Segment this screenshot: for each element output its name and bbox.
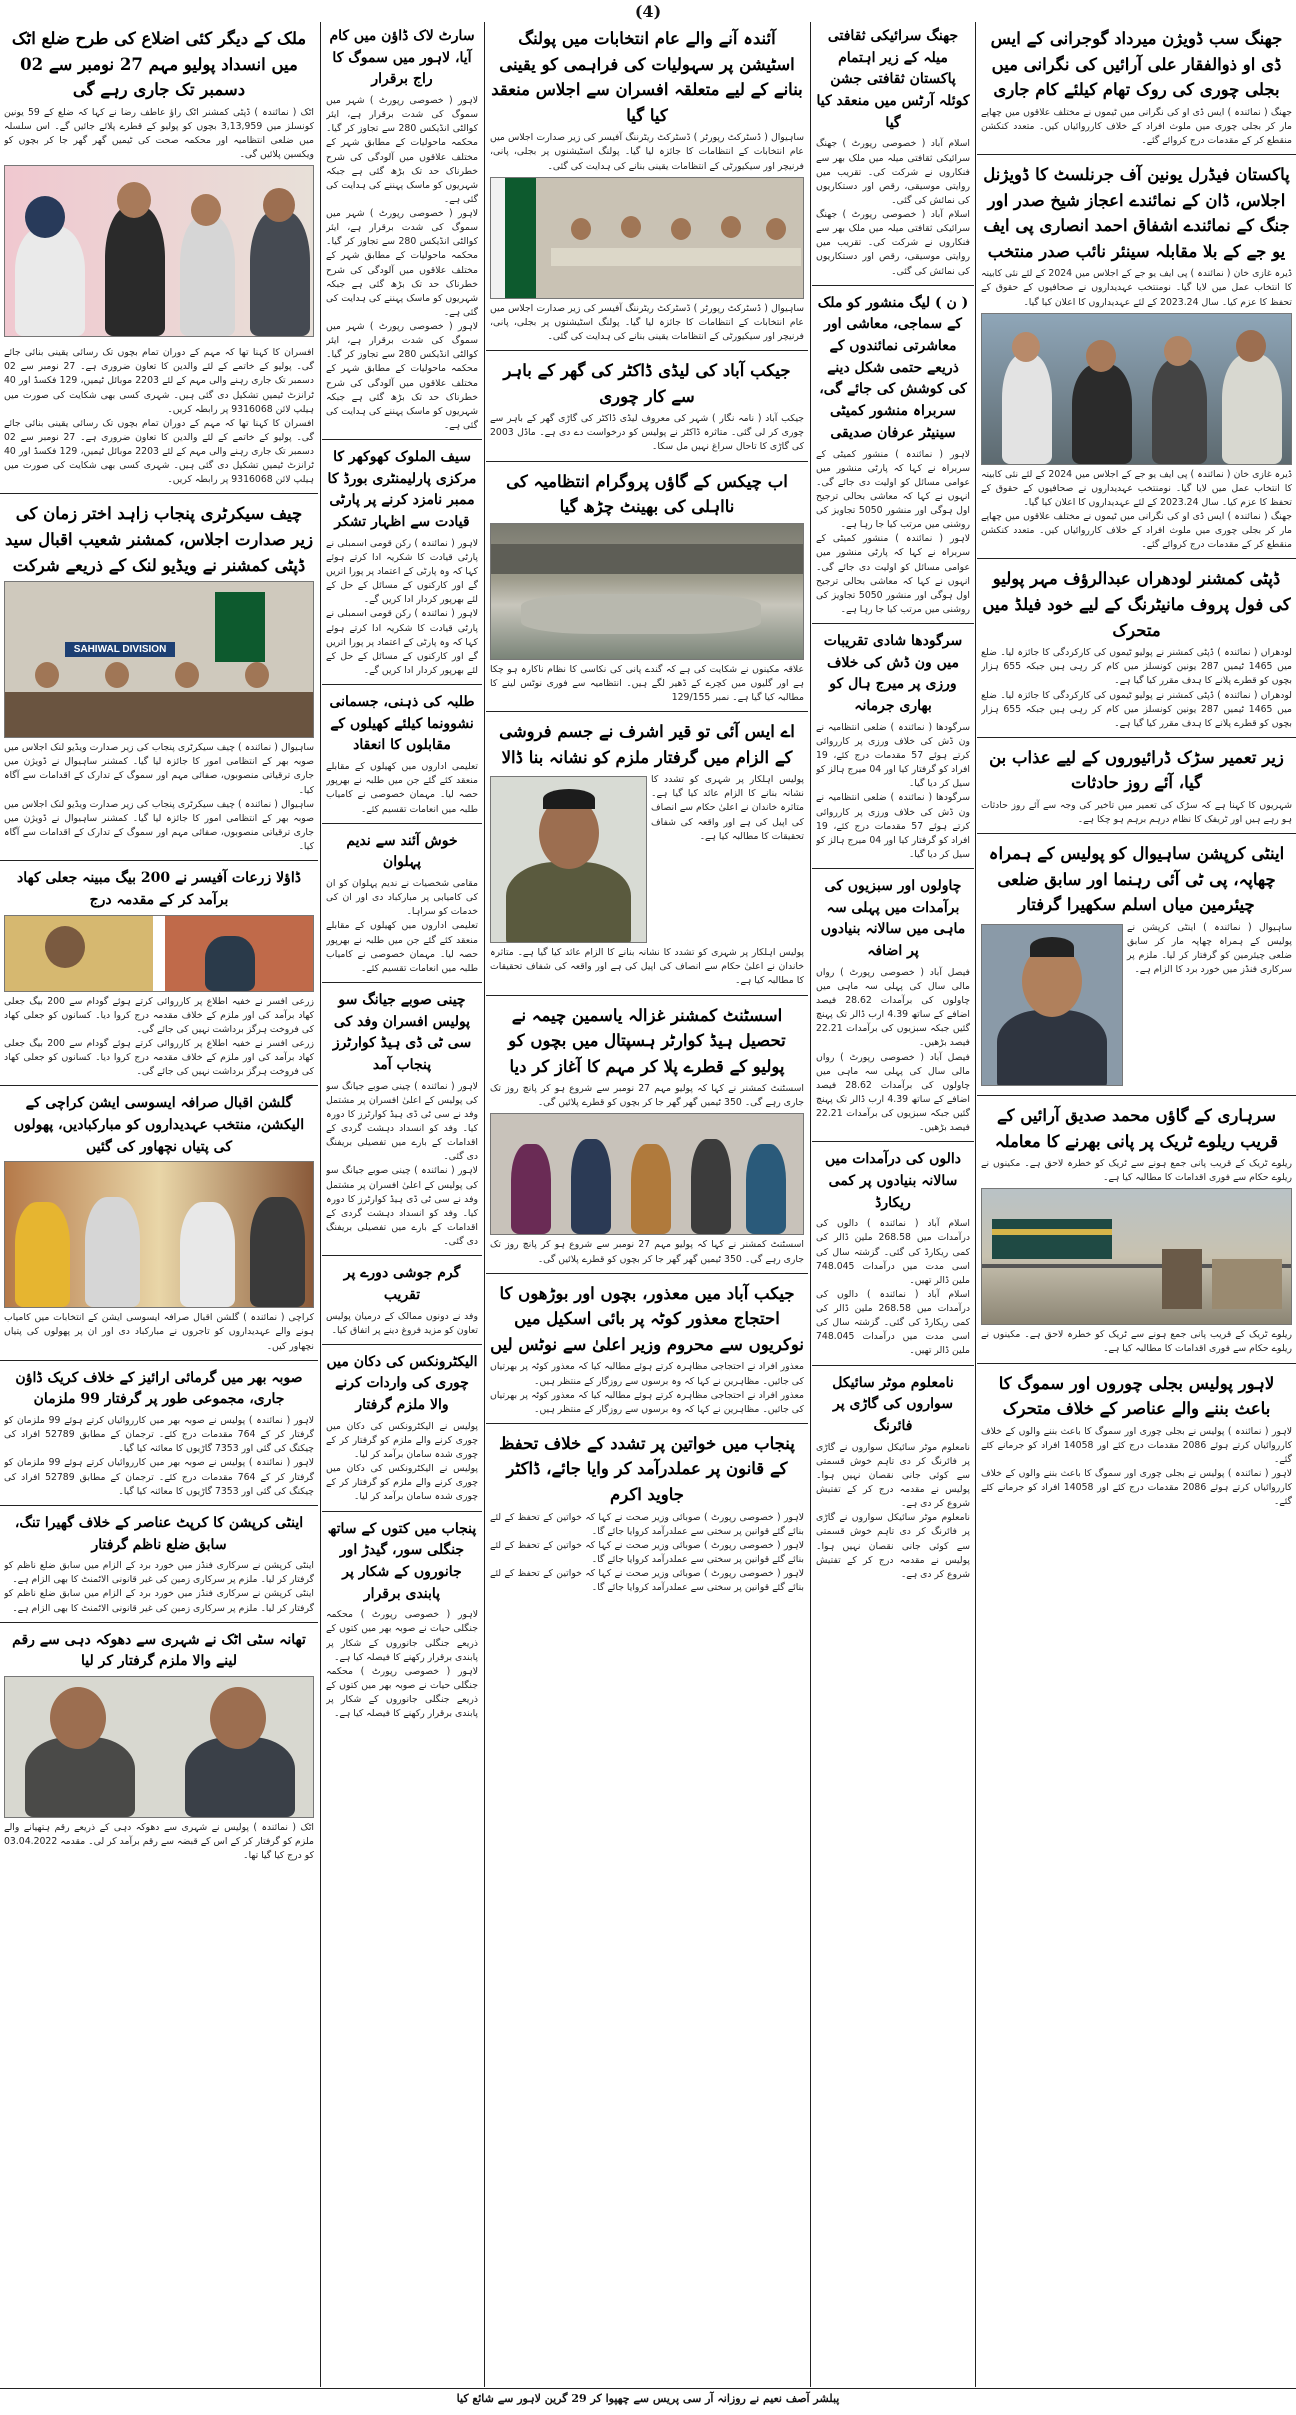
story-body: نامعلوم موٹر سائیکل سواروں نے گاڑی پر فائرنگ کر دی تاہم خوش قسمتی سے کوئی جانی نقصان نہیں ہوا۔ پولیس نے مقدمہ درج کر کے تفتیش شروع کر دی ہے۔ (816, 1441, 970, 1510)
story-body: پولیس اہلکار پر شہری کو تشدد کا نشانہ بنانے کا الزام عائد کیا گیا ہے۔ متاثرہ خاندان نے اعلیٰ حکام سے انصاف کی اپیل کی ہے اور واقعہ کی شفاف تحقیقات کا مطالبہ کیا ہے۔ (651, 774, 804, 842)
story-body: لاہور ( نمائندہ ) منشور کمیٹی کے سربراہ نے کہا کہ پارٹی منشور میں عوامی مسائل کو اولیت دی جائے گی۔ انہوں نے کہا کہ معاشی بحالی ترجیح اول ہوگی اور منشور 5050 تجاویز کی روشنی میں مرتب کیا جا رہا ہے۔ (816, 448, 970, 531)
page-number: (4) (634, 2, 662, 21)
headline: زیر تعمیر سڑک ڈرائیوروں کے لیے عذاب بن گیا، آئے روز حادثات (989, 747, 1284, 793)
story-body: اسسٹنٹ کمشنر نے کہا کہ پولیو مہم 27 نومبر سے شروع ہو کر پانچ روز تک جاری رہے گی۔ 350 ٹیمیں گھر گھر جا کر بچوں کو قطرے پلائیں گی۔ (490, 1083, 804, 1109)
column-divider (810, 22, 811, 2387)
story-body: لاہور ( نمائندہ ) پولیس نے بجلی چوری اور سموگ کا باعث بننے والوں کے خلاف کارروائیاں کرتے ہوئے 2086 مقدمات درج کئے اور 14058 افراد کو جرمانے کئے گئے۔ (981, 1425, 1292, 1465)
headline: چیف سیکرٹری پنجاب زاہد اختر زمان کی زیر صدارت اجلاس، کمشنر شعیب اقبال سید ڈپٹی کمشنر نے ویڈیو لنک کے ذریعے شرکت (4, 504, 314, 575)
story-body-continued: لاہور ( نمائندہ ) چینی صوبے جیانگ سو کی پولیس کے اعلیٰ افسران پر مشتمل وفد نے سی ٹی ڈی ہیڈ کوارٹرز کا دورہ کیا۔ وفد کو انسداد دہشت گردی کے اقدامات کے بارے میں تفصیلی بریفنگ دی گئی۔ (326, 1165, 478, 1247)
headline: ( ن ) لیگ منشور کو ملک کے سماجی، معاشی اور معاشرتی نمائندوں کے ذریعے حتمی شکل دینے کی کوشش کی جائے گی، سربراہ منشور کمیٹی سینیٹر عرفان صدیقی (817, 294, 969, 441)
story-electronics-theft (326, 1348, 478, 1505)
story-body-continued: ساہیوال ( ڈسٹرکٹ رپورٹر ) ڈسٹرکٹ ریٹرننگ آفیسر کی زیر صدارت اجلاس میں عام انتخابات کے انتظامات کا جائزہ لیا گیا۔ پولنگ اسٹیشنوں پر بجلی، پانی، فرنیچر اور سیکیورٹی کے انتظامات یقینی بنانے کی ہدایت کی گئی۔ (490, 302, 804, 342)
headline: سارٹ لاک ڈاؤن میں کام آیا، لاہور میں سموگ کا راج برقرار (329, 28, 475, 88)
story-delegation-visit (326, 1259, 478, 1338)
headline: لاہور پولیس بجلی چوروں اور سموگ کا باعث بننے والے عناصر کے خلاف متحرک (998, 1373, 1275, 1419)
headline: پاکستان فیڈرل یونین آف جرنلسٹ کا ڈویژنل اجلاس، ڈان کے نمائندے اعجاز شیخ صدر اور جنگ کے نمائندے اشفاق احمد انصاری پی ایف یو جے کے بلا مقابلہ سینئر نائب صدر منتخب (983, 165, 1290, 261)
headline: جیکب آباد میں معذور، بچوں اور بوڑھوں کا احتجاج معذور کوٹہ پر بائی اسکیل میں نوکریوں سے محروم وزیر اعلیٰ سے نوٹس لیں (490, 1283, 804, 1354)
story-body: فیصل آباد ( خصوصی رپورٹ ) رواں مالی سال کی پہلی سہ ماہی میں چاولوں کی برآمدات 28.62 فیصد اضافے کے ساتھ 4.39 ارب ڈالر تک پہنچ گئیں جبکہ سبزیوں کی برآمدات 22.21 فیصد بڑھیں۔ (816, 966, 970, 1049)
story-pfuj-election (981, 158, 1292, 552)
story-body: تعلیمی اداروں میں کھیلوں کے مقابلے منعقد کئے گئے جن میں طلبہ نے بھرپور حصہ لیا۔ مہمان خصوصی نے کامیاب طلبہ میں انعامات تقسیم کئے۔ (326, 761, 478, 815)
story-firing (816, 1369, 970, 1582)
headline: خوش آئند سے ندیم پہلوان (346, 832, 458, 871)
newspaper-page (0, 22, 1296, 2387)
story-attock-fraud (4, 1626, 314, 1864)
story-body: لاہور ( نمائندہ ) پولیس نے صوبہ بھر میں کارروائیاں کرتے ہوئے 99 ملزمان کو گرفتار کر کے 764 مقدمات درج کئے۔ ترجمان کے مطابق 52789 افراد کی چیکنگ کی گئی اور 7353 گاڑیوں کا معائنہ کیا گیا۔ (4, 1415, 314, 1455)
story-body-continued: اسسٹنٹ کمشنر نے کہا کہ پولیو مہم 27 نومبر سے شروع ہو کر پانچ روز تک جاری رہے گی۔ 350 ٹیمیں گھر گھر جا کر بچوں کو قطرے پلائیں گی۔ (490, 1239, 804, 1265)
publisher-footer: پبلشر آصف نعیم نے روزانہ آر سی پریس سے چھپوا کر 29 گرین لاہور سے شائع کیا (456, 2392, 840, 2405)
story-body-continued: اینٹی کرپشن نے سرکاری فنڈز میں خورد برد کے الزام میں سابق ضلع ناظم کو گرفتار کر لیا۔ ملزم پر سرکاری زمین کی غیر قانونی الاٹمنٹ کا بھی الزام ہے۔ (4, 1588, 314, 1614)
story-body-continued: تعلیمی اداروں میں کھیلوں کے مقابلے منعقد کئے گئے جن میں طلبہ نے بھرپور حصہ لیا۔ مہمان خصوصی نے کامیاب طلبہ میں انعامات تقسیم کئے۔ (326, 920, 478, 974)
headline: سیف الملوک کھوکھر کا مرکزی پارلیمنٹری بورڈ کا ممبر نامزد کرنے پر پارٹی قیادت سے اظہار تشکر (327, 449, 477, 531)
story-saif-khokhar (326, 443, 478, 678)
headline: اب چیکس کے گاؤں پروگرام انتظامیہ کی نااہلی کی بھینٹ چڑھ گیا (506, 471, 788, 517)
story-women-protection (490, 1427, 804, 1595)
story-body: شہریوں کا کہنا ہے کہ سڑک کی تعمیر میں تاخیر کی وجہ سے آئے روز حادثات ہو رہے ہیں اور ٹریفک کا نظام درہم برہم ہو چکا ہے۔ (981, 800, 1292, 826)
story-body-continued: لاہور ( نمائندہ ) پولیس نے صوبہ بھر میں کارروائیاں کرتے ہوئے 99 ملزمان کو گرفتار کر کے 764 مقدمات درج کئے۔ ترجمان کے مطابق 52789 افراد کی چیکنگ کی گئی اور 7353 گاڑیوں کا معائنہ کیا گیا۔ (4, 1457, 314, 1497)
conference-photo (4, 581, 314, 738)
meeting-photo (490, 177, 804, 299)
headline: چاولوں اور سبزیوں کی برآمدات میں پہلی سہ ماہی میں سالانہ بنیادوں پر اضافہ (820, 878, 966, 960)
story-disabled-protest (490, 1277, 804, 1417)
group-photo (981, 313, 1292, 465)
headline: صوبہ بھر میں گرمائی ارائیز کے خلاف کریک ڈاؤن جاری، مجموعی طور پر گرفتار 99 ملزمان (15, 1369, 303, 1408)
story-body-continued: ساہیوال ( نمائندہ ) چیف سیکرٹری پنجاب کی زیر صدارت ویڈیو لنک اجلاس میں صوبہ بھر کے انتظامی امور کا جائزہ لیا گیا۔ کمشنر ساہیوال نے ڈویژن میں جاری ترقیاتی منصوبوں، صفائی مہم اور سموگ کے تدارک کے اقدامات سے آگاہ کیا۔ (4, 798, 314, 852)
story-asi-allegation (490, 715, 804, 989)
column-divider (320, 22, 321, 2387)
drainage-photo (490, 523, 804, 660)
story-body: اسلام آباد ( خصوصی رپورٹ ) جھنگ سرائیکی ثقافتی میلہ میں ملک بھر سے فنکاروں نے شرکت کی۔ تقریب میں روایتی موسیقی، رقص اور دستکاریوں کی نمائش کی گئی۔ (816, 138, 970, 206)
celebration-photo (4, 1161, 314, 1308)
headline: اسسٹنٹ کمشنر غزالہ یاسمین چیمہ نے تحصیل ہیڈ کوارٹر ہسپتال میں بچوں کو پولیو کے قطرے پلا کر مہم کا آغاز کر دیا (508, 1005, 786, 1076)
headline: دالوں کی درآمدات میں سالانہ بنیادوں پر کمی ریکارڈ (824, 1151, 962, 1211)
story-body: اسلام آباد ( نمائندہ ) دالوں کی درآمدات میں 268.58 ملین ڈالر کی کمی ریکارڈ کی گئی۔ گزشتہ سال کی اسی مدت میں درآمدات 748.045 ملین ڈالر تھیں۔ (816, 1218, 970, 1286)
story-body: لاہور ( خصوصی رپورٹ ) صوبائی وزیر صحت نے کہا کہ خواتین کے تحفظ کے لئے بنائے گئے قوانین پر سختی سے عملدرآمد کروایا جائے گا۔ (490, 1511, 804, 1537)
story-rice-exports (816, 872, 970, 1135)
story-body-continued: لودھراں ( نمائندہ ) ڈپٹی کمشنر نے پولیو ٹیموں کی کارکردگی کا جائزہ لیا۔ ضلع میں 1465 ٹیمیں 287 یونین کونسلز میں کام کر رہی ہیں جبکہ 655 ہزار بچوں کو قطرے پلانے کا ہدف مقرر کیا گیا ہے۔ (981, 689, 1292, 729)
headline: اینٹی کرپشن ساہیوال کو پولیس کے ہمراہ چھاپہ، پی ٹی آئی رہنما اور سابق ضلعی چیئرمین میاں اسلم سکھیرا گرفتار (988, 844, 1285, 915)
headline: ملک کے دیگر کئی اضلاع کی طرح ضلع اٹک میں انسداد پولیو مہم 27 نومبر سے 02 دسمبر تک جاری رہے گی (11, 29, 307, 100)
story-body-continued: سرگودھا ( نمائندہ ) ضلعی انتظامیہ نے ون ڈش کی خلاف ورزی پر کارروائی کرتے ہوئے 57 مقدمات درج کئے، 19 افراد کو گرفتار کیا اور 04 میرج ہالز کو سیل کر دیا گیا۔ (816, 792, 970, 860)
story-body: اٹک ( نمائندہ ) ڈپٹی کمشنر اٹک راؤ عاطف رضا نے کہا کہ ضلع کے 59 یونین کونسلز میں 3,13,959 بچوں کو پولیو کے قطرے پلائے جائیں گے۔ اس سلسلہ میں ضلعی انتظامیہ اور محکمہ صحت کی ٹیمیں گھر گھر جا کر بچوں کو ویکسین پلائیں گی۔ (4, 106, 314, 161)
story-body: کراچی ( نمائندہ ) گلشن اقبال صرافہ ایسوسی ایشن کے انتخابات میں کامیاب ہونے والے عہدیداروں کو تاجروں نے مبارکباد دی اور ان پر پھولوں کی پتیاں نچھاور کیں۔ (4, 1312, 314, 1352)
story-body-continued: اسلام آباد ( خصوصی رپورٹ ) جھنگ سرائیکی ثقافتی میلہ میں ملک بھر سے فنکاروں نے شرکت کی۔ تقریب میں روایتی موسیقی، رقص اور دستکاریوں کی نمائش کی گئی۔ (816, 209, 970, 277)
story-chinese-delegation (326, 986, 478, 1249)
story-body-continued: لاہور ( خصوصی رپورٹ ) محکمہ جنگلی حیات نے صوبہ بھر میں کتوں کے ذریعے جنگلی جانوروں کے شکار پر پابندی برقرار رکھنے کا فیصلہ کیا ہے۔ (326, 1665, 478, 1720)
headline: چینی صوبے جیانگ سو پولیس افسران وفد کی سی ٹی ڈی ہیڈ کوارٹرز پنجاب آمد (332, 991, 472, 1073)
officer-photo (490, 776, 647, 943)
story-body: زرعی افسر نے خفیہ اطلاع پر کارروائی کرتے ہوئے گودام سے 200 بیگ جعلی کھاد برآمد کی اور ملزم کے خلاف مقدمہ درج کروا دیا۔ کسانوں کو جعلی کھاد کی فروخت ہرگز برداشت نہیں کی جائے گی۔ (4, 995, 314, 1035)
story-body-continued: لاہور ( نمائندہ ) رکن قومی اسمبلی نے پارٹی قیادت کا شکریہ ادا کرتے ہوئے کہا کہ وہ پارٹی کے اعتماد پر پورا اتریں گے اور کارکنوں کے مسائل کے حل کے لئے بھرپور کردار ادا کریں گے۔ (326, 608, 478, 676)
story-body: ساہیوال ( نمائندہ ) چیف سیکرٹری پنجاب کی زیر صدارت ویڈیو لنک اجلاس میں صوبہ بھر کے انتظامی امور کا جائزہ لیا گیا۔ کمشنر ساہیوال نے ڈویژن میں جاری ترقیاتی منصوبوں، صفائی مہم اور سموگ کے تدارک کے اقدامات سے آگاہ کیا۔ (4, 742, 314, 796)
story-body: ساہیوال ( ڈسٹرکٹ رپورٹر ) ڈسٹرکٹ ریٹرننگ آفیسر کی زیر صدارت اجلاس میں عام انتخابات کے انتظامات کا جائزہ لیا گیا۔ پولنگ اسٹیشنوں پر بجلی، پانی، فرنیچر اور سیکیورٹی کے انتظامات یقینی بنانے کی ہدایت کی گئی۔ (490, 132, 804, 172)
headline: اے ایس آئی تو قیر اشرف نے جسم فروشی کے الزام میں گرفتار ملزم کو نشانہ بنا ڈالا (499, 722, 795, 767)
headline: ڈپٹی کمشنر لودھراں عبدالرؤف مہر پولیو کی فول پروف مانیٹرنگ کے لیے خود فیلڈ میں متحرک (982, 569, 1291, 640)
story-attock-polio (4, 22, 314, 340)
headline: الیکٹرونکس کی دکان میں چوری کی واردات کرنے والا ملزم گرفتار (326, 1353, 478, 1414)
column-divider (484, 22, 485, 2387)
column-3 (486, 22, 808, 2387)
headline: اینٹی کرپشن کا کرپٹ عناصر کے خلاف گھیرا تنگ، سابق ضلع ناظم گرفتار (14, 1514, 304, 1553)
column-4 (812, 22, 974, 2387)
headline: جیکب آباد کی لیڈی ڈاکٹر کی گھر کے باہر سے کار چوری (503, 361, 791, 406)
story-lahore-police-smog (981, 1367, 1292, 1510)
headline: سرہاری کے گاؤں محمد صدیق آرائیں کے قریب ریلوے ٹریک پر پانی بھرنے کا معاملہ (994, 1105, 1279, 1151)
headline: جھنگ سب ڈویژن میرداد گوجرانی کے ایس ڈی او ذوالفقار علی آرائیں کی نگرانی میں بجلی چوری کی روک تھام کیلئے کام جاری (990, 29, 1283, 100)
story-body: سرگودھا ( نمائندہ ) ضلعی انتظامیہ نے ون ڈش کی خلاف ورزی پر کارروائی کرتے ہوئے 57 مقدمات درج کئے، 19 افراد کو گرفتار کیا اور 04 میرج ہالز کو سیل کر دیا گیا۔ (816, 721, 970, 790)
story-body-continued: لاہور ( خصوصی رپورٹ ) صوبائی وزیر صحت نے کہا کہ خواتین کے تحفظ کے لئے بنائے گئے قوانین پر سختی سے عملدرآمد کروایا جائے گا۔ (490, 1539, 804, 1565)
story-body-continued: لاہور ( خصوصی رپورٹ ) شہر میں سموگ کی شدت برقرار ہے، ایئر کوالٹی انڈیکس 280 سے تجاوز کر گیا۔ محکمہ ماحولیات کے مطابق شہر کے مختلف علاقوں میں آلودگی کی شرح خطرناک حد تک بڑھ گئی ہے جبکہ شہریوں کو ماسک پہننے کی ہدایت کی گئی ہے۔ (326, 321, 478, 431)
story-body-continued: نامعلوم موٹر سائیکل سواروں نے گاڑی پر فائرنگ کر دی تاہم خوش قسمتی سے کوئی جانی نقصان نہیں ہوا۔ پولیس نے مقدمہ درج کر کے تفتیش شروع کر دی ہے۔ (816, 1512, 970, 1580)
story-car-theft (490, 354, 804, 455)
fertilizer-photo (4, 915, 314, 992)
story-fake-fertilizer (4, 864, 314, 1079)
story-lodhran-polio (981, 562, 1292, 730)
headline: پنجاب میں کتوں کے ساتھ جنگلی سور، گیدڑ اور جانوروں کے شکار پر پابندی برقرار (327, 1520, 477, 1602)
story-electricity-theft (981, 22, 1292, 148)
column-2 (322, 22, 482, 2387)
story-body: جھنگ ( نمائندہ ) ایس ڈی او کی نگرانی میں ٹیموں نے مختلف علاقوں میں چھاپے مار کر بجلی چوری میں ملوث افراد کے خلاف کارروائیاں کیں۔ متعدد کنکشن منقطع کر کے مقدمات درج کروائے گئے۔ (981, 106, 1292, 146)
story-body-continued: زرعی افسر نے خفیہ اطلاع پر کارروائی کرتے ہوئے گودام سے 200 بیگ جعلی کھاد برآمد کی اور ملزم کے خلاف مقدمہ درج کروا دیا۔ کسانوں کو جعلی کھاد کی فروخت ہرگز برداشت نہیں کی جائے گی۔ (4, 1037, 314, 1078)
story-body: لاہور ( خصوصی رپورٹ ) شہر میں سموگ کی شدت برقرار ہے، ایئر کوالٹی انڈیکس 280 سے تجاوز کر گیا۔ محکمہ ماحولیات کے مطابق شہر کے مختلف علاقوں میں آلودگی کی شرح خطرناک حد تک بڑھ گئی ہے جبکہ شہریوں کو ماسک پہننے کی ہدایت کی گئی ہے۔ (326, 95, 478, 205)
story-attock-polio-continued (4, 346, 314, 487)
column-divider (975, 22, 976, 2387)
column-5 (977, 22, 1296, 2387)
headline: تھانہ سٹی اٹک نے شہری سے دھوکہ دہی سے رقم لینے والا ملزم گرفتار کر لیا (12, 1631, 306, 1670)
headline: گلشن اقبال صرافہ ایسوسی ایشن کراچی کے الیکشن، منتخب عہدیداروں کو مبارکبادیں، پھولوں کی پتیاں نچھاور کی گئیں (13, 1095, 305, 1155)
story-pmln-manifesto (816, 289, 970, 617)
story-body-continued: لاہور ( نمائندہ ) منشور کمیٹی کے سربراہ نے کہا کہ پارٹی منشور میں عوامی مسائل کو اولیت دی جائے گی۔ انہوں نے کہا کہ معاشی بحالی ترجیح اول ہوگی اور منشور 5050 تجاویز کی روشنی میں مرتب کیا جا رہا ہے۔ (816, 533, 970, 615)
story-body-continued: لاہور ( خصوصی رپورٹ ) صوبائی وزیر صحت نے کہا کہ خواتین کے تحفظ کے لئے بنائے گئے قوانین پر سختی سے عملدرآمد کروایا جائے گا۔ (490, 1568, 804, 1594)
story-anticorruption-sahiwal (981, 837, 1292, 1089)
story-body-continued: ریلوے ٹریک کے قریب پانی جمع ہونے سے ٹریک کو خطرہ لاحق ہے۔ مکینوں نے ریلوے حکام سے فوری اقدامات کا مطالبہ کیا ہے۔ (981, 1329, 1292, 1355)
story-body-continued: جھنگ ( نمائندہ ) ایس ڈی او کی نگرانی میں ٹیموں نے مختلف علاقوں میں چھاپے مار کر بجلی چوری میں ملوث افراد کے خلاف کارروائیاں کیں۔ متعدد کنکشن منقطع کر کے مقدمات درج کروائے گئے۔ (981, 511, 1292, 551)
story-body: وفد نے دونوں ممالک کے درمیان پولیس تعاون کو مزید فروغ دینے پر اتفاق کیا۔ (326, 1310, 478, 1336)
headline: آئندہ آنے والے عام انتخابات میں پولنگ اسٹیشن پر سہولیات کی فراہمی کو یقینی بنانے کے لیے متعلقہ افسران سے اجلاس منعقد کیا گیا (491, 29, 803, 125)
story-body: مقامی شخصیات نے ندیم پہلوان کو ان کی کامیابی پر مبارکباد دی اور ان کی خدمات کو سراہا۔ (326, 878, 478, 918)
polio-drops-photo (4, 165, 314, 337)
polio-photo (490, 1113, 804, 1235)
story-body: لاہور ( نمائندہ ) رکن قومی اسمبلی نے پارٹی قیادت کا شکریہ ادا کرتے ہوئے کہا کہ وہ پارٹی کے اعتماد پر پورا اتریں گے اور کارکنوں کے مسائل کے حل کے لئے بھرپور کردار ادا کریں گے۔ (326, 537, 478, 606)
story-karachi-jewellers (4, 1089, 314, 1353)
headline: سرگودھا شادی تقریبات میں ون ڈش کی خلاف ورزی پر میرج ہال کو بھاری جرمانہ (823, 633, 963, 715)
story-body: جیکب آباد ( نامہ نگار ) شہر کی معروف لیڈی ڈاکٹر کی گاڑی گھر کے باہر سے چوری کر لی گئی۔ متاثرہ ڈاکٹر نے پولیس کو درخواست دے دی ہے۔ ماڈل 2003 کی گاڑی کا تاحال سراغ نہیں مل سکا۔ (490, 413, 804, 453)
story-body: افسران کا کہنا تھا کہ مہم کے دوران تمام بچوں تک رسائی یقینی بنائی جائے گی۔ پولیو کے خاتمے کے لئے والدین کا تعاون ضروری ہے۔ 27 نومبر سے 02 دسمبر تک جاری رہنے والی مہم کے لئے 2203 موبائل ٹیمیں، 129 فکسڈ اور 40 ٹرانزٹ ٹیمیں تشکیل دی گئی ہیں۔ شہری کسی بھی شکایت کی صورت میں ہیلپ لائن 9316068 پر رابطہ کریں۔ (4, 347, 314, 415)
story-body-continued: پولیس اہلکار پر شہری کو تشدد کا نشانہ بنانے کا الزام عائد کیا گیا ہے۔ متاثرہ خاندان نے اعلیٰ حکام سے انصاف کی اپیل کی ہے اور واقعہ کی شفاف تحقیقات کا مطالبہ کیا ہے۔ (490, 947, 804, 987)
story-body: ریلوے ٹریک کے قریب پانی جمع ہونے سے ٹریک کو خطرہ لاحق ہے۔ مکینوں نے ریلوے حکام سے فوری اقدامات کا مطالبہ کیا ہے۔ (981, 1158, 1292, 1184)
story-ac-polio (490, 999, 804, 1267)
story-body-continued: معذور افراد نے احتجاجی مظاہرہ کرتے ہوئے مطالبہ کیا کہ معذور کوٹہ پر بھرتیاں کی جائیں۔ مظاہرین نے کہا کہ وہ برسوں سے روزگار کے منتظر ہیں۔ (490, 1389, 804, 1415)
story-pulses-imports (816, 1145, 970, 1358)
story-body: پولیس نے الیکٹرونکس کی دکان میں چوری کرنے والے ملزم کو گرفتار کر کے چوری شدہ سامان برآمد کر لیا۔ (326, 1420, 478, 1461)
story-sargodha-one-dish (816, 627, 970, 862)
railway-photo (981, 1188, 1292, 1325)
story-body-continued: پولیس نے الیکٹرونکس کی دکان میں چوری کرنے والے ملزم کو گرفتار کر کے چوری شدہ سامان برآمد کر لیا۔ (326, 1463, 478, 1503)
story-body: ڈیرہ غازی خان ( نمائندہ ) پی ایف یو جے کے اجلاس میں 2024 کے لئے نئی کابینہ کا انتخاب عمل میں لایا گیا۔ نومنتخب عہدیداروں نے صحافیوں کے حقوق کے تحفظ کا عزم کیا۔ سال 2023.24 کے لئے عہدیداروں کا اعلان کیا گیا۔ (981, 268, 1292, 308)
story-hunting-ban (326, 1515, 478, 1722)
story-anticorruption-nazim (4, 1509, 314, 1616)
story-road-construction (981, 741, 1292, 827)
story-body-continued: ڈیرہ غازی خان ( نمائندہ ) پی ایف یو جے کے اجلاس میں 2024 کے لئے نئی کابینہ کا انتخاب عمل میں لایا گیا۔ نومنتخب عہدیداروں نے صحافیوں کے حقوق کے تحفظ کا عزم کیا۔ سال 2023.24 کے لئے عہدیداروں کا اعلان کیا گیا۔ (981, 468, 1292, 508)
story-body-continued: لاہور ( نمائندہ ) پولیس نے بجلی چوری اور سموگ کا باعث بننے والوں کے خلاف کارروائیاں کرتے ہوئے 2086 مقدمات درج کئے اور 14058 افراد کو جرمانے کئے گئے۔ (981, 1468, 1292, 1508)
story-body-continued: اسلام آباد ( نمائندہ ) دالوں کی درآمدات میں 268.58 ملین ڈالر کی کمی ریکارڈ کی گئی۔ گزشتہ سال کی اسی مدت میں درآمدات 748.045 ملین ڈالر تھیں۔ (816, 1288, 970, 1357)
story-body: علاقہ مکینوں نے شکایت کی ہے کہ گندے پانی کی نکاسی کا نظام ناکارہ ہو چکا ہے اور گلیوں میں کچرے کے ڈھیر لگے ہیں۔ انتظامیہ سے فوری نوٹس لینے کا مطالبہ کیا گیا ہے۔ نمبر 129/155 (490, 663, 804, 703)
story-crackdown (4, 1364, 314, 1499)
story-body: اینٹی کرپشن نے سرکاری فنڈز میں خورد برد کے الزام میں سابق ضلع ناظم کو گرفتار کر لیا۔ ملزم پر سرکاری زمین کی غیر قانونی الاٹمنٹ کا بھی الزام ہے۔ (4, 1560, 314, 1586)
story-body: معذور افراد نے احتجاجی مظاہرہ کرتے ہوئے مطالبہ کیا کہ معذور کوٹہ پر بھرتیاں کی جائیں۔ مظاہرین نے کہا کہ وہ برسوں سے روزگار کے منتظر ہیں۔ (490, 1361, 804, 1387)
story-body: لاہور ( خصوصی رپورٹ ) محکمہ جنگلی حیات نے صوبہ بھر میں کتوں کے ذریعے جنگلی جانوروں کے شکار پر پابندی برقرار رکھنے کا فیصلہ کیا ہے۔ (326, 1609, 478, 1663)
headline: ڈاؤلا زرعات آفیسر نے 200 بیگ مبینہ جعلی کھاد برآمد کر کے مقدمہ درج (17, 870, 301, 908)
headline: گرم جوشی دورے پر تقریب (343, 1265, 461, 1303)
story-sports (326, 688, 478, 817)
story-smog-lahore (326, 22, 478, 433)
portrait-photo (981, 924, 1123, 1086)
story-body: لاہور ( نمائندہ ) چینی صوبے جیانگ سو کی پولیس کے اعلیٰ افسران پر مشتمل وفد نے سی ٹی ڈی ہیڈ کوارٹرز کا دورہ کیا۔ وفد کو انسداد دہشت گردی کے اقدامات کے بارے میں تفصیلی بریفنگ دی گئی۔ (326, 1080, 478, 1163)
story-cultural-festival (816, 22, 970, 279)
headline: طلبہ کی ذہنی، جسمانی نشوونما کیلئے کھیلوں کے مقابلوں کا انعقاد (329, 694, 475, 754)
story-election-meeting (490, 22, 804, 344)
story-body: لودھراں ( نمائندہ ) ڈپٹی کمشنر نے پولیو ٹیموں کی کارکردگی کا جائزہ لیا۔ ضلع میں 1465 ٹیمیں 287 یونین کونسلز میں کام کر رہی ہیں جبکہ 655 ہزار بچوں کو قطرے پلانے کا ہدف مقرر کیا گیا ہے۔ (981, 647, 1292, 687)
suspects-photo (4, 1676, 314, 1818)
story-body: اٹک ( نمائندہ ) پولیس نے شہری سے دھوکہ دہی کے ذریعے رقم ہتھیانے والے ملزم کو گرفتار کر کے اس کے قبضہ سے رقم برآمد کر لی۔ مقدمہ 03.04.2022 کو درج کیا گیا تھا۔ (4, 1822, 314, 1862)
story-body-continued: فیصل آباد ( خصوصی رپورٹ ) رواں مالی سال کی پہلی سہ ماہی میں چاولوں کی برآمدات 28.62 فیصد اضافے کے ساتھ 4.39 ارب ڈالر تک پہنچ گئیں جبکہ سبزیوں کی برآمدات 22.21 فیصد بڑھیں۔ (816, 1051, 970, 1134)
column-1 (0, 22, 318, 2387)
division-banner: SAHIWAL DIVISION (65, 642, 175, 657)
headline: جھنگ سرائیکی ثقافتی میلہ کے زیر اہتمام پاکستان ثقافتی جشن کوئلہ آرٹس میں منعقد کیا گیا (816, 28, 970, 131)
story-railway-water (981, 1099, 1292, 1357)
headline: نامعلوم موٹر سائیکل سواروں کی گاڑی پر فائرنگ (832, 1374, 954, 1434)
story-village-program (490, 465, 804, 706)
headline: پنجاب میں خواتین پر تشدد کے خلاف تحفظ کے قانون پر عملدرآمد کر وایا جائے، ڈاکٹر جاوید اکرم (499, 1433, 795, 1504)
story-body: ساہیوال ( نمائندہ ) اینٹی کرپشن نے پولیس کے ہمراہ چھاپہ مار کر سابق ضلعی چیئرمین کو گرفتار کر لیا۔ ملزم پر سرکاری فنڈز میں خورد برد کا الزام ہے۔ (1127, 921, 1292, 976)
story-body-continued: افسران کا کہنا تھا کہ مہم کے دوران تمام بچوں تک رسائی یقینی بنائی جائے گی۔ پولیو کے خاتمے کے لئے والدین کا تعاون ضروری ہے۔ 27 نومبر سے 02 دسمبر تک جاری رہنے والی مہم کے لئے 2203 موبائل ٹیمیں، 129 فکسڈ اور 40 ٹرانزٹ ٹیمیں تشکیل دی گئی ہیں۔ شہری کسی بھی شکایت کی صورت میں ہیلپ لائن 9316068 پر رابطہ کریں۔ (4, 417, 314, 486)
story-chief-secretary (4, 497, 314, 854)
story-nadeem (326, 827, 478, 976)
story-body-continued: لاہور ( خصوصی رپورٹ ) شہر میں سموگ کی شدت برقرار ہے، ایئر کوالٹی انڈیکس 280 سے تجاوز کر گیا۔ محکمہ ماحولیات کے مطابق شہر کے مختلف علاقوں میں آلودگی کی شرح خطرناک حد تک بڑھ گئی ہے جبکہ شہریوں کو ماسک پہننے کی ہدایت کی گئی ہے۔ (326, 208, 478, 318)
